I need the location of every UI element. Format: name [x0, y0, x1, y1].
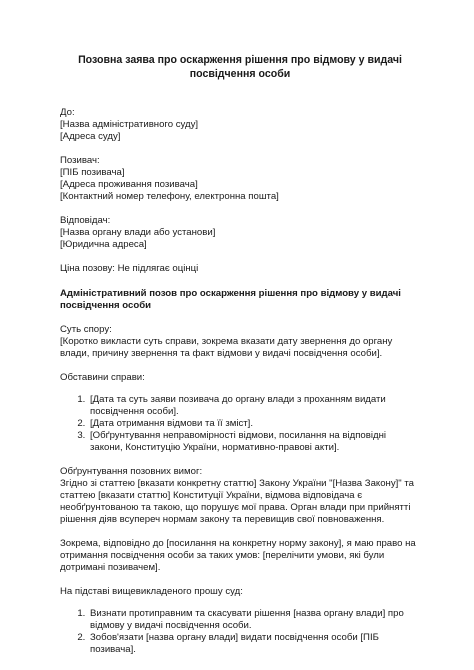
circumstances-list: [60, 394, 420, 454]
justification-block: [60, 466, 420, 526]
plaintiff-address: [Адреса проживання позивача]: [60, 179, 198, 190]
defendant-name: [Назва органу влади або установи]: [60, 227, 216, 238]
court-address: [Адреса суду]: [60, 131, 121, 142]
plaintiff-label: Позивач:: [60, 155, 100, 166]
document-page: [60, 54, 420, 656]
list-item: 2. Зобов'язати [назва органу влади] видати посвідчення особи [ПІБ позивача].: [88, 632, 420, 656]
plaintiff-name: [ПІБ позивача]: [60, 167, 125, 178]
circumstances-label: Обставини справи:: [60, 372, 145, 383]
request-list: [60, 608, 420, 656]
paragraph-norm-reference: Зокрема, відповідно до [посилання на конкретну норму закону], я маю право на отримання посвідчення особи за таких умов: [перелічити умови, які були дотримані позивачем].: [60, 538, 416, 573]
claim-heading: Адміністративний позов про оскарження рішення про відмову у видачі посвідчення особи: [60, 288, 401, 311]
claim-price: Ціна позову: Не підлягає оцінці: [60, 263, 199, 274]
list-item: 1. [Дата та суть заяви позивача до органу влади з проханням видати посвідчення особи].: [88, 394, 420, 418]
list-item: 3. [Обґрунтування неправомірності відмови, посилання на відповідні закони, Конституцію України, нормативно-правові акти].: [88, 430, 420, 454]
court-name: [Назва адміністративного суду]: [60, 119, 199, 130]
court-block: [60, 107, 420, 143]
essence-label: Суть спору:: [60, 324, 112, 335]
plaintiff-contacts: [Контактний номер телефону, електронна пошта]: [60, 191, 279, 202]
list-item: 2. [Дата отримання відмови та її зміст].: [88, 418, 420, 430]
plaintiff-block: [60, 155, 420, 203]
defendant-label: Відповідач:: [60, 215, 111, 226]
document-title: Позовна заява про оскарження рішення про відмову у видачі посвідчення особи: [78, 54, 402, 80]
essence-block: [60, 324, 420, 360]
request-label: На підставі вищевикладеного прошу суд:: [60, 586, 243, 597]
list-item: 1. Визнати протиправним та скасувати рішення [назва органу влади] про відмову у видачі посвідчення особи.: [88, 608, 420, 632]
defendant-block: [60, 215, 420, 251]
defendant-address: [Юридична адреса]: [60, 239, 147, 250]
justification-text: Згідно зі статтею [вказати конкретну статтю] Закону України "[Назва Закону]" та статтею [вказати статтю] Конституції України, відмова відповідача є необґрунтованою та такою, що порушує мої права. Орган влади при прийнятті рішення діяв всупереч нормам закону та перевищив свої повноваження.: [60, 478, 414, 525]
circumstances-block: [60, 372, 420, 454]
court-label: До:: [60, 107, 75, 118]
request-block: [60, 586, 420, 656]
essence-text: [Коротко викласти суть справи, зокрема вказати дату звернення до органу влади, причину звернення та факт відмови у видачі посвідчення особи].: [60, 336, 393, 359]
justification-label: Обґрунтування позовних вимог:: [60, 466, 203, 477]
